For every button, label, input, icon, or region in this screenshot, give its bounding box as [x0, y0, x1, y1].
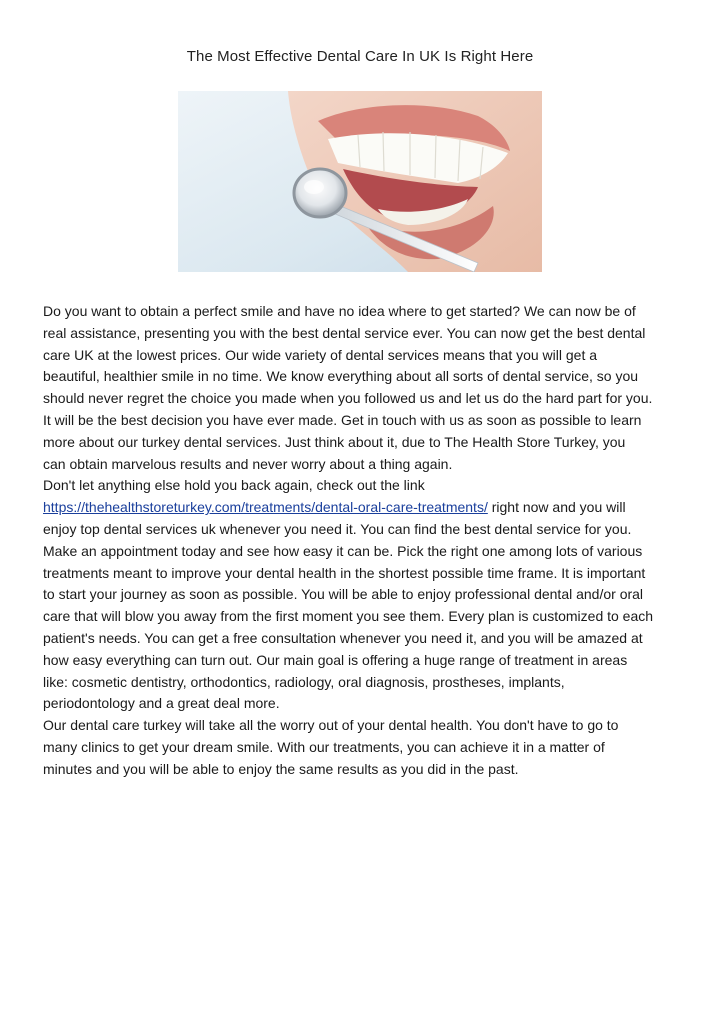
text-line: It will be the best decision you have ever made. Get in touch with us as soon as possible to learn — [43, 411, 642, 428]
text-line: treatments meant to improve your dental health in the shortest possible time frame. It is important — [43, 564, 646, 581]
text-line: many clinics to get your dream smile. With our treatments, you can achieve it in a matter of — [43, 738, 605, 755]
text-line: minutes and you will be able to enjoy the same results as you did in the past. — [43, 760, 519, 777]
text-line: Our dental care turkey will take all the worry out of your dental health. You don't have to go to — [43, 717, 619, 734]
treatments-link[interactable]: https://thehealthstoreturkey.com/treatments/dental-oral-care-treatments/ — [43, 499, 488, 516]
text-line: patient's needs. You can get a free consultation whenever you need it, and you will be amazed at — [43, 629, 643, 646]
text-line: enjoy top dental services uk whenever you need it. You can find the best dental service for you. — [43, 520, 632, 537]
text-line: to start your journey as soon as possible. You will be able to enjoy professional dental and/or oral — [43, 586, 644, 603]
text-line: periodontology and a great deal more. — [43, 695, 280, 712]
text-line: can obtain marvelous results and never worry about a thing again. — [43, 455, 453, 472]
page-title: The Most Effective Dental Care In UK Is Right Here — [186, 48, 534, 65]
text-line: care UK at the lowest prices. Our wide variety of dental services means that you will get a — [43, 346, 598, 363]
text-line: real assistance, presenting you with the best dental service ever. You can now get the best dental — [43, 324, 646, 341]
text-line: more about our turkey dental services. Just think about it, due to The Health Store Turkey, you — [43, 433, 626, 450]
text-line: Don't let anything else hold you back again, check out the link — [43, 477, 425, 494]
text-line: should never regret the choice you made when you followed us and let us do the hard part for you. — [43, 390, 653, 407]
article-body — [43, 301, 683, 781]
text-line: how easy everything can turn out. Our main goal is offering a huge range of treatment in areas — [43, 651, 628, 668]
dental-mirror-smile-photo — [178, 91, 542, 272]
link-line — [43, 497, 683, 519]
text-line: care that will blow you away from the first moment you see them. Every plan is customized to each — [43, 608, 654, 625]
link-suffix-text: right now and you will — [487, 499, 626, 516]
text-line: Do you want to obtain a perfect smile and have no idea where to get started? We can now be of — [43, 303, 636, 319]
text-line: like: cosmetic dentistry, orthodontics, radiology, oral diagnosis, prostheses, implants, — [43, 673, 565, 690]
text-line: Make an appointment today and see how easy it can be. Pick the right one among lots of various — [43, 542, 643, 559]
text-line: beautiful, healthier smile in no time. We know everything about all sorts of dental service, so you — [43, 368, 639, 385]
